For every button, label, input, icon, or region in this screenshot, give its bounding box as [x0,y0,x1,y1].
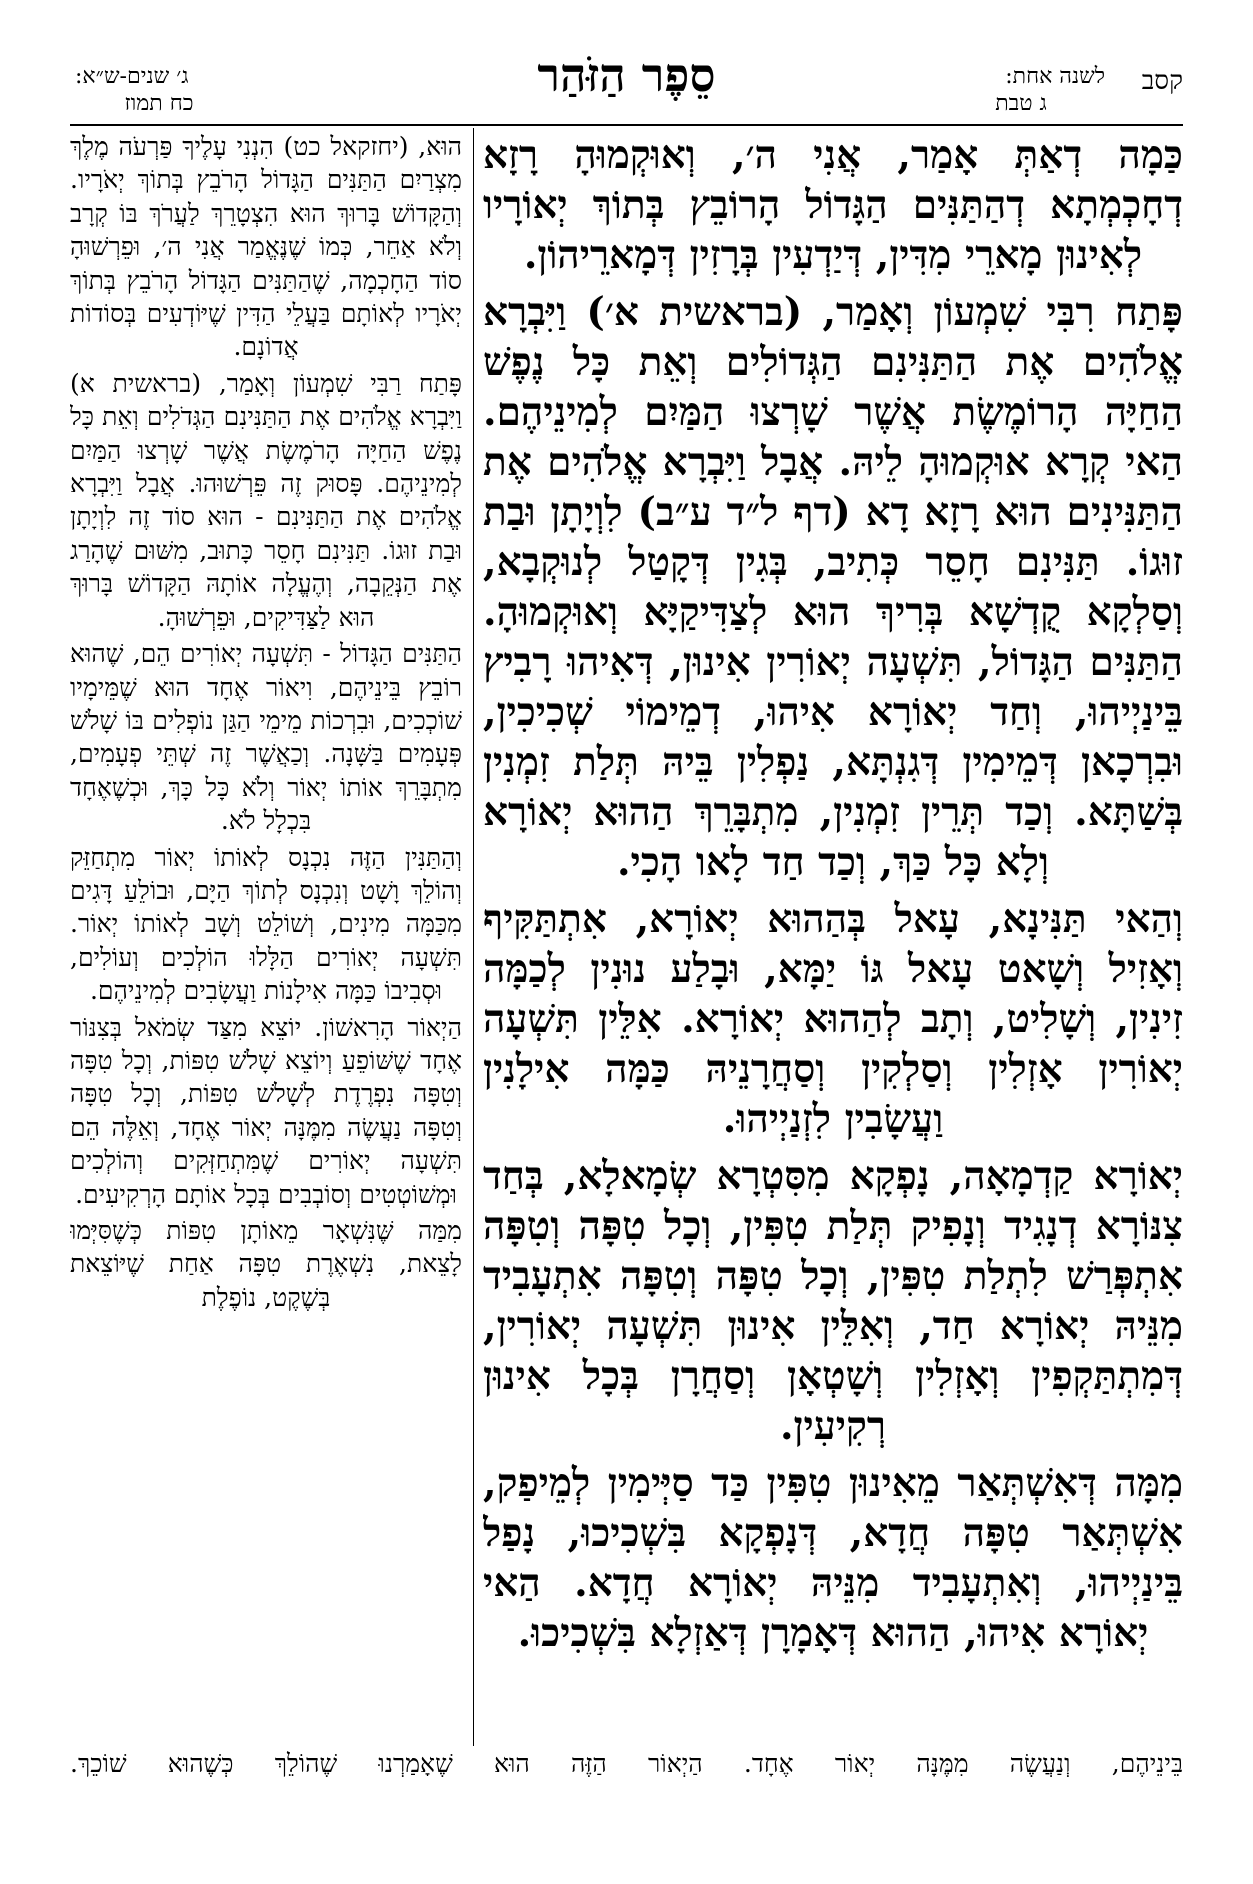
translation-paragraph: הַתַּנִּים הַגָּדוֹל - תִּשְׁעָה יְאוֹרִים הֵם, שֶׁהוּא רוֹבֵץ בֵּינֵיהֶם, וִיאוֹר אֶחָד הוּא שֶׁמֵּימָיו שׁוֹכְכִים, וּבִרְכוֹת מֵימֵי הַגַּן נוֹפְלִים בּוֹ שָׁלֹשׁ פְּעָמִים בַּשָּׁנָה. וְכַאֲשֶׁר זֶה שְׁתֵּי פְעָמִים, מִתְבָּרֵךְ אוֹתוֹ יְאוֹר וְלֹא כָּל כָּךְ, וּכְשֶׁאֶחָד בִּכְלָל לֹא. [70,639,462,836]
main-paragraph: כַּמָה דְאַתְּ אָמַר, אֲנִי ה׳, וְאוּקְמוּהָ רָזָא דְחָכְמְתָא דְהַתַּנִּים הַגָּדוֹל הָרוֹבֵץ בְּתוֹךְ יְאוֹרָיו לְאִינוּן מָארֵי מִדִּין, דְּיַדְעִין בְּרָזִין דְּמָארֵיהוֹן. [483,132,1183,278]
hebrew-translation-column [70,130,462,1746]
main-paragraph: פָּתַח רִבִּי שִׁמְעוֹן וְאָמַר, (בראשית א׳) וַיִּבְרָא אֱלֹהִים אֶת הַתַּנִּינִם הַגְּדוֹלִים וְאֵת כָּל נֶפֶשׁ הַחַיָּה הָרוֹמֶשֶׂת אֲשֶׁר שָׁרְצוּ הַמַּיִם לְמִינֵיהֶם. הַאי קְרָא אוּקְמוּהָ לֵיהּ. אֲבָל וַיִּבְרָא אֱלֹהִים אֶת הַתַּנִּינִים הוּא רָזָא דָא (דף ל״ד ע״ב) לִוְיָתָן וּבַת זוּגוֹ. תַּנִּינִם חָסֵר כְּתִיב, בְּגִין דְּקָטַל לְנוּקְבָא, וְסַלְקָא קֻדְשָׁא בְּרִיךְ הוּא לְצַדִּיקַיָּא וְאוּקְמוּהָ. הַתַּנִּים הַגָּדוֹל, תִּשְׁעָה יְאוֹרִין אִינוּן, דְּאִיהוּ רָבִיץ בֵּינַיְיהוּ, וְחַד יְאוֹרָא אִיהוּ, דְמֵימוֹי שְׁכִיכִין, וּבִרְכָאן דְּמֵימִין דְּגִנְתָּא, נַפְלִין בֵּיהּ תְּלַת זִמְנִין בְּשַׁתָּא. וְכַד תְּרֵין זִמְנִין, מִתְבָּרֵךְ הַהוּא יְאוֹרָא וְלָא כָּל כַּךְ, וְכַד חַד לָאו הָכִי. [483,289,1183,885]
aramaic-text-column [483,130,1183,1730]
study-schedule-three-years: ג׳ שנים-ש״א: [75,64,189,89]
translation-continuation-line: בֵּינֵיהֶם, וְנַעֲשֶׂה מִמֶּנָּה יְאוֹר אֶחָד. הַיְאוֹר הַזֶּה הוּא שֶׁאָמַרְנוּ שֶׁהוֹלֵךְ כְּשֶׁהוּא שׁוֹכֵךְ. [70,1749,1183,1778]
column-divider [473,128,474,1746]
page-number: קסב [1141,66,1183,96]
header-rule [70,124,1183,126]
translation-paragraph: פָּתַח רַבִּי שִׁמְעוֹן וְאָמַר, (בראשית א) וַיִּבְרָא אֱלֹהִים אֶת הַתַּנִּינִם הַגְּדֹלִים וְאֵת כָּל נֶפֶשׁ הַחַיָּה הָרֹמֶשֶׂת אֲשֶׁר שָׁרְצוּ הַמַּיִם לְמִינֵיהֶם. פָּסוּק זֶה פֵּרְשׁוּהוּ. אֲבָל וַיִּבְרָא אֱלֹהִים אֶת הַתַּנִּינִם - הוּא סוֹד זֶה לִוְיָתָן וּבַת זוּגוֹ. תַּנִּינִם חָסֵר כָּתוּב, מִשּׁוּם שֶׁהָרַג אֶת הַנְּקֵבָה, וְהֶעֱלָה אוֹתָהּ הַקָּדוֹשׁ בָּרוּךְ הוּא לַצַּדִּיקִים, וּפֵרְשׁוּהָ. [70,368,462,632]
main-paragraph: יְאוֹרָא קַדְמָאָה, נָפְקָא מִסִּטְרָא שְׂמָאלָא, בְּחַד צִנּוֹרָא דְנָגִיד וְנָפִיק תְּלַת טִפִּין, וְכָל טִפָּה וְטִפָּה אִתְפְּרַשׁ לִתְלַת טִפִּין, וְכָל טִפָּה וְטִפָּה אִתְעָבִיד מִנֵּיהּ יְאוֹרָא חַד, וְאִלֵּין אִינוּן תִּשְׁעָה יְאוֹרִין, דְּמִתְתַּקְפִין וְאָזְלִין וְשָׁטְאָן וְסַחֲרָן בְּכָל אִינוּן רְקִיעִין. [483,1153,1183,1449]
study-date-one-year: ג טבת [995,91,1047,116]
translation-paragraph: הוּא, (יחזקאל כט) הִנְנִי עָלֶיךָ פַּרְעֹה מֶלֶךְ מִצְרַיִם הַתַּנִּים הַגָּדוֹל הָרֹבֵץ בְּתוֹךְ יְאֹרָיו. וְהַקָּדוֹשׁ בָּרוּךְ הוּא הִצְטָרֵךְ לַעֲרֹךְ בּוֹ קְרָב וְלֹא אַחֵר, כְּמוֹ שֶׁנֶּאֱמַר אֲנִי ה׳, וּפֵרְשׁוּהָ סוֹד הַחָכְמָה, שֶׁהַתַּנִּים הַגָּדוֹל הָרֹבֵץ בְּתוֹךְ יְאֹרָיו לְאוֹתָם בַּעֲלֵי הַדִּין שֶׁיּוֹדְעִים בְּסוֹדוֹת אֲדוֹנָם. [70,132,462,362]
translation-paragraph: הַיְאוֹר הָרִאשׁוֹן. יוֹצֵא מִצַּד שְׂמֹאל בְּצִנּוֹר אֶחָד שֶׁשּׁוֹפֵעַ וְיוֹצֵא שָׁלֹשׁ טִפּוֹת, וְכָל טִפָּה וְטִפָּה נִפְרֶדֶת לְשָׁלֹשׁ טִפּוֹת, וְכָל טִפָּה וְטִפָּה נַעֲשֶׂה מִמֶּנָּה יְאוֹר אֶחָד, וְאֵלֶּה הֵם תִּשְׁעָה יְאוֹרִים שֶׁמִּתְחַזְּקִים וְהוֹלְכִים וּמְשׁוֹטְטִים וְסוֹבְבִים בְּכָל אוֹתָם הָרְקִיעִים. [70,1012,462,1209]
translation-paragraph: וְהַתַּנִּין הַזֶּה נִכְנָס לְאוֹתוֹ יְאוֹר מִתְחַזֵּק וְהוֹלֵךְ וָשָׁט וְנִכְנָס לְתוֹךְ הַיָּם, וּבוֹלֵעַ דָּגִים מִכַּמָּה מִינִים, וְשׁוֹלֵט וְשָׁב לְאוֹתוֹ יְאוֹר. תִּשְׁעָה יְאוֹרִים הַלָּלוּ הוֹלְכִים וְעוֹלִים, וּסְבִיבוֹ כַּמָּה אִילָנוֹת וַעֲשָׂבִים לְמִינֵיהֶם. [70,842,462,1006]
book-title: סֵפֶר הַזֹּהַר [537,48,716,102]
translation-paragraph: מִמַּה שֶּׁנִּשְׁאָר מֵאוֹתָן טִפּוֹת כְּשֶׁסִּיְּמוּ לָצֵאת, נִשְׁאֶרֶת טִפָּה אַחַת שֶׁיּוֹצֵאת בְּשֶׁקֶט, נוֹפֶלֶת [70,1216,462,1312]
study-date-three-years: כח תמוז [124,91,194,116]
main-paragraph: וְהַאי תַּנִּינָא, עָאל בְּהַהוּא יְאוֹרָא, אִתְתַּקִּיף וְאָזִיל וְשָׁאט עָאל גּוֹ יַמָּא, וּבָלַע נוּנִין לְכַמָּה זִינִין, וְשָׁלִיט, וְתָב לְהַהוּא יְאוֹרָא. אִלֵּין תִּשְׁעָה יְאוֹרִין אָזְלִין וְסַלְקִין וְסַחֲרָנֵיהּ כַּמָּה אִילָנִין וַעֲשָׂבִין לִזְנַיְיהוּ. [483,896,1183,1142]
study-schedule-one-year: לשנה אחת: [1005,64,1105,89]
main-paragraph: מִמָּה דְּאִשְׁתְּאַר מֵאִינוּן טִפִּין כַּד סַיְּימִין לְמֵיפַק, אִשְׁתְּאַר טִפָּה חֲדָא, דְּנָפְקָא בִּשְׁכִיכוּ, נָפַל בֵּינַיְיהוּ, וְאִתְעָבִיד מִנֵּיהּ יְאוֹרָא חֲדָא. הַאי יְאוֹרָא אִיהוּ, הַהוּא דְּאָמָרָן דְּאַזְלָא בִּשְׁכִיכוּ. [483,1460,1183,1656]
